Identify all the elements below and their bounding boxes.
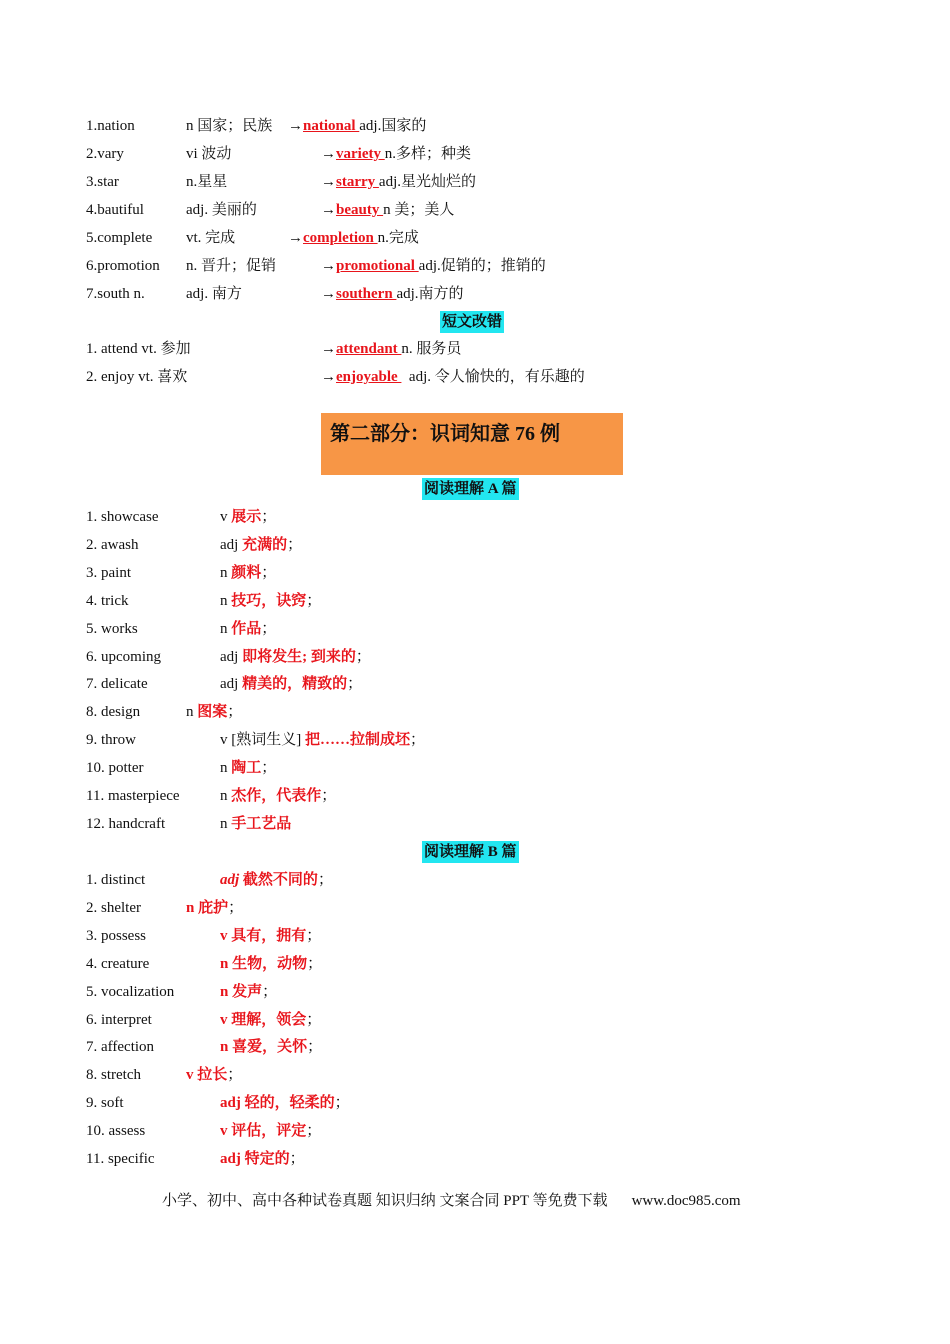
word: 5.complete <box>86 230 153 246</box>
word: 7. delicate <box>86 676 148 692</box>
meaning: 截然不同的 <box>242 872 318 888</box>
arrow: → <box>321 146 336 162</box>
punct: ； <box>307 956 323 972</box>
derived-meaning: adj.南方的 <box>396 286 464 302</box>
arrow: → <box>321 369 336 385</box>
derived-meaning: n. 服务员 <box>401 341 462 357</box>
pos: n <box>220 593 232 609</box>
meaning: 理解，领会 <box>231 1012 307 1028</box>
section-heading-correction: 短文改错 <box>440 311 504 333</box>
pos: n <box>220 788 232 804</box>
pos: adj <box>220 872 243 888</box>
derived-word: variety <box>336 146 385 162</box>
word: 6.promotion <box>86 258 160 274</box>
word: 12. handcraft <box>86 816 166 832</box>
pos: n <box>220 984 233 1000</box>
meaning: 拉长 <box>197 1067 228 1083</box>
word: 7.south n. <box>86 286 145 302</box>
page-footer <box>162 1190 741 1212</box>
meaning: 发声 <box>232 984 263 1000</box>
word: 11. specific <box>86 1151 155 1167</box>
punct: ； <box>334 1095 350 1111</box>
word: 6. upcoming <box>86 649 161 665</box>
word: 11. masterpiece <box>86 788 180 804</box>
punct: ； <box>307 1039 323 1055</box>
meaning: n.星星 <box>186 174 228 190</box>
punct: ； <box>306 1012 322 1028</box>
word: 7. affection <box>86 1039 155 1055</box>
pos: n <box>220 816 232 832</box>
pos: adj <box>220 1151 245 1167</box>
word: 1. showcase <box>86 509 159 525</box>
pos: n <box>220 621 232 637</box>
meaning: 杰作，代表作 <box>231 788 322 804</box>
word: 8. design <box>86 704 141 720</box>
pos: n <box>220 565 232 581</box>
meaning: 轻的，轻柔的 <box>244 1095 335 1111</box>
punct: ； <box>227 1067 243 1083</box>
footer-text: 小学、初中、高中各种试卷真题 知识归纳 文案合同 PPT 等免费下载 <box>162 1193 608 1209</box>
derived-meaning: n 美；美人 <box>383 202 455 218</box>
derived-meaning: adj.国家的 <box>359 118 427 134</box>
pos: v <box>220 928 232 944</box>
pos: v <box>220 1123 232 1139</box>
derived-word: beauty <box>336 202 384 218</box>
word: 5. works <box>86 621 138 637</box>
meaning: 陶工 <box>231 760 262 776</box>
word: 10. potter <box>86 760 144 776</box>
word: 3. paint <box>86 565 131 581</box>
derived-word: starry <box>336 174 379 190</box>
punct: ； <box>289 1151 305 1167</box>
word: 3. possess <box>86 928 147 944</box>
derived-word: promotional <box>336 258 419 274</box>
meaning: 喜爱，关怀 <box>232 1039 308 1055</box>
punct: ； <box>355 649 371 665</box>
derived-word: attendant <box>336 341 402 357</box>
meaning: adj. 南方 <box>186 286 242 302</box>
punct: ； <box>228 900 244 916</box>
meaning: 颜料 <box>231 565 262 581</box>
pos: v <box>220 1012 232 1028</box>
pos: v [熟词生义] <box>220 732 305 748</box>
meaning: vt. 完成 <box>186 230 236 246</box>
meaning: adj. 美丽的 <box>186 202 257 218</box>
arrow: → <box>321 286 336 302</box>
punct: ； <box>287 537 303 553</box>
word: 1. distinct <box>86 872 146 888</box>
word: 9. soft <box>86 1095 124 1111</box>
part-two-banner: 第二部分：识词知意 76 例 <box>321 413 623 475</box>
meaning: 即将发生; 到来的 <box>242 649 356 665</box>
punct: ； <box>261 621 277 637</box>
word: 4.bautiful <box>86 202 144 218</box>
derived-meaning: n.多样；种类 <box>384 146 471 162</box>
meaning: 具有，拥有 <box>231 928 307 944</box>
meaning: 把……拉制成坯 <box>305 732 411 748</box>
word: 2. shelter <box>86 900 141 916</box>
meaning: vi 波动 <box>186 146 232 162</box>
word: 4. creature <box>86 956 150 972</box>
meaning: 作品 <box>231 621 262 637</box>
punct: ； <box>261 760 277 776</box>
meaning: 精美的，精致的 <box>242 676 348 692</box>
derived-word: completion <box>303 230 378 246</box>
word: 4. trick <box>86 593 129 609</box>
word: 10. assess <box>86 1123 146 1139</box>
arrow: → <box>321 341 336 357</box>
word: 6. interpret <box>86 1012 152 1028</box>
word: 3.star <box>86 174 119 190</box>
arrow: → <box>288 230 303 246</box>
derived-word: national <box>303 118 360 134</box>
meaning: n. 晋升；促销 <box>186 258 277 274</box>
pos: n <box>220 760 232 776</box>
arrow: → <box>321 174 336 190</box>
word: 5. vocalization <box>86 984 175 1000</box>
arrow: → <box>288 118 303 134</box>
derived-meaning: adj. 令人愉快的，有乐趣的 <box>401 369 585 385</box>
derived-word: southern <box>336 286 397 302</box>
meaning: 图案 <box>197 704 228 720</box>
word: 2. enjoy vt. 喜欢 <box>86 369 188 385</box>
meaning: 评估，评定 <box>231 1123 307 1139</box>
meaning: n 国家；民族 <box>186 118 273 134</box>
pos: adj <box>220 1095 245 1111</box>
meaning: 庇护 <box>198 900 229 916</box>
word: 1. attend vt. 参加 <box>86 341 191 357</box>
word: 8. stretch <box>86 1067 141 1083</box>
pos: n <box>220 1039 233 1055</box>
arrow: → <box>321 258 336 274</box>
word: 9. throw <box>86 732 136 748</box>
meaning: 展示 <box>231 509 262 525</box>
pos: v <box>220 509 232 525</box>
punct: ； <box>410 732 426 748</box>
meaning: 技巧，诀窍 <box>231 593 307 609</box>
derived-meaning: adj.星光灿烂的 <box>378 174 476 190</box>
punct: ； <box>306 1123 322 1139</box>
punct: ； <box>227 704 243 720</box>
punct: ； <box>262 984 278 1000</box>
footer-site-link[interactable]: www.doc985.com <box>631 1193 741 1209</box>
pos: n <box>186 704 198 720</box>
section-heading-b: 阅读理解 B 篇 <box>422 841 519 863</box>
punct: ； <box>306 593 322 609</box>
meaning: 生物，动物 <box>232 956 308 972</box>
pos: n <box>186 900 199 916</box>
meaning: 特定的 <box>244 1151 290 1167</box>
punct: ； <box>317 872 333 888</box>
arrow: → <box>321 202 336 218</box>
punct: ； <box>306 928 322 944</box>
punct: ； <box>261 509 277 525</box>
pos: adj <box>220 676 243 692</box>
word: 1.nation <box>86 118 135 134</box>
punct: ； <box>261 565 277 581</box>
meaning: 充满的 <box>242 537 288 553</box>
derived-meaning: adj.促销的；推销的 <box>418 258 546 274</box>
word: 2. awash <box>86 537 139 553</box>
pos: n <box>220 956 233 972</box>
pos: adj <box>220 537 243 553</box>
punct: ； <box>321 788 337 804</box>
section-heading-a: 阅读理解 A 篇 <box>422 478 519 500</box>
word: 2.vary <box>86 146 124 162</box>
derived-meaning: n.完成 <box>377 230 419 246</box>
pos: v <box>186 1067 198 1083</box>
punct: ； <box>347 676 363 692</box>
derived-word: enjoyable <box>336 369 402 385</box>
meaning: 手工艺品 <box>231 816 292 832</box>
pos: adj <box>220 649 243 665</box>
